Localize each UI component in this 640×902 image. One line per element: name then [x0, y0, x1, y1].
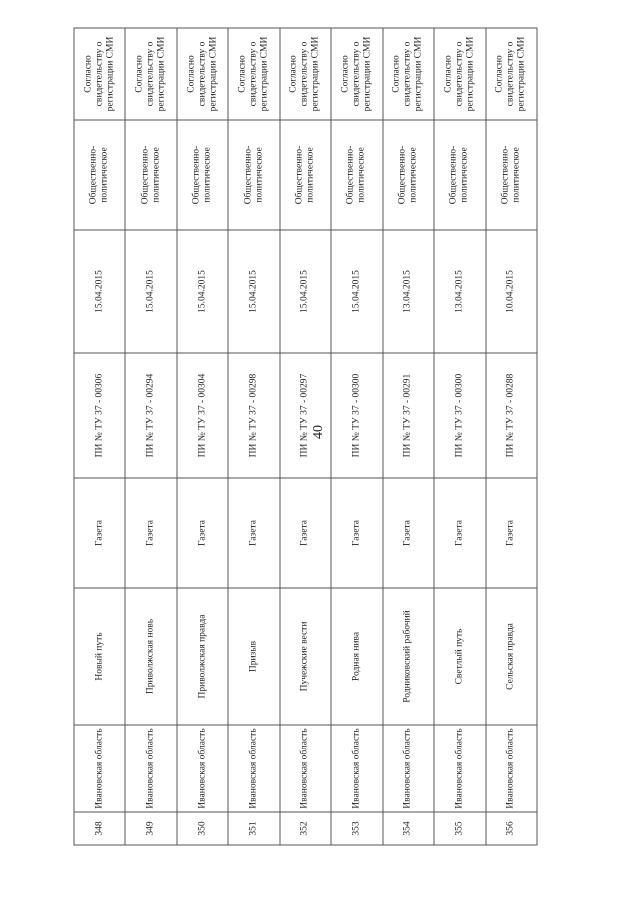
row-number-cell: 355	[434, 812, 485, 845]
region-cell: Ивановская область	[228, 725, 279, 812]
row-number-cell: 351	[228, 812, 279, 845]
table-row	[228, 28, 279, 845]
row-number-cell: 356	[485, 812, 537, 845]
registration-number-cell: ПИ № ТУ 37 - 00288	[485, 353, 537, 478]
publication-name-cell: Сельская правда	[485, 588, 537, 725]
row-number-cell: 350	[176, 812, 227, 845]
topic-cell: Общественно-политическое	[382, 120, 433, 230]
topic-cell: Общественно-политическое	[176, 120, 227, 230]
registration-date-cell: 15.04.2015	[74, 230, 125, 353]
table-row	[485, 28, 537, 845]
region-cell: Ивановская область	[485, 725, 537, 812]
media-type-cell: Газета	[434, 478, 485, 588]
registration-number-cell: ПИ № ТУ 37 - 00300	[331, 353, 382, 478]
topic-cell: Общественно-политическое	[228, 120, 279, 230]
registration-date-cell: 15.04.2015	[125, 230, 176, 353]
registration-number-cell: ПИ № ТУ 37 - 00297	[279, 353, 330, 478]
region-cell: Ивановская область	[176, 725, 227, 812]
row-number-cell: 352	[279, 812, 330, 845]
table-row	[74, 28, 125, 845]
topic-cell: Общественно-политическое	[485, 120, 537, 230]
publication-name-cell: Приволжская новь	[125, 588, 176, 725]
row-number-cell: 348	[74, 812, 125, 845]
region-cell: Ивановская область	[279, 725, 330, 812]
media-type-cell: Газета	[279, 478, 330, 588]
note-cell: Согласно свидетельству о регистрации СМИ	[125, 28, 176, 120]
registration-date-cell: 13.04.2015	[382, 230, 433, 353]
table-row	[125, 28, 176, 845]
registration-number-cell: ПИ № ТУ 37 - 00304	[176, 353, 227, 478]
registration-number-cell: ПИ № ТУ 37 - 00294	[125, 353, 176, 478]
note-cell: Согласно свидетельству о регистрации СМИ	[331, 28, 382, 120]
registration-date-cell: 15.04.2015	[176, 230, 227, 353]
table-row	[382, 28, 433, 845]
topic-cell: Общественно-политическое	[279, 120, 330, 230]
registration-date-cell: 13.04.2015	[434, 230, 485, 353]
registration-number-cell: ПИ № ТУ 37 - 00291	[382, 353, 433, 478]
note-cell: Согласно свидетельству о регистрации СМИ	[176, 28, 227, 120]
table-row	[176, 28, 227, 845]
region-cell: Ивановская область	[434, 725, 485, 812]
publication-name-cell: Призыв	[228, 588, 279, 725]
publication-name-cell: Новый путь	[74, 588, 125, 725]
table-row	[279, 28, 330, 845]
registration-date-cell: 15.04.2015	[228, 230, 279, 353]
publication-name-cell: Светлый путь	[434, 588, 485, 725]
note-cell: Согласно свидетельству о регистрации СМИ	[434, 28, 485, 120]
note-cell: Согласно свидетельству о регистрации СМИ	[382, 28, 433, 120]
row-number-cell: 349	[125, 812, 176, 845]
media-type-cell: Газета	[382, 478, 433, 588]
registration-number-cell: ПИ № ТУ 37 - 00298	[228, 353, 279, 478]
region-cell: Ивановская область	[382, 725, 433, 812]
registration-number-cell: ПИ № ТУ 37 - 00306	[74, 353, 125, 478]
note-cell: Согласно свидетельству о регистрации СМИ	[74, 28, 125, 120]
media-registry-table	[73, 27, 537, 845]
registration-date-cell: 15.04.2015	[331, 230, 382, 353]
note-cell: Согласно свидетельству о регистрации СМИ	[228, 28, 279, 120]
media-type-cell: Газета	[125, 478, 176, 588]
publication-name-cell: Родниковский рабочий	[382, 588, 433, 725]
row-number-cell: 353	[331, 812, 382, 845]
note-cell: Согласно свидетельству о регистрации СМИ	[279, 28, 330, 120]
region-cell: Ивановская область	[331, 725, 382, 812]
media-type-cell: Газета	[176, 478, 227, 588]
table-row	[331, 28, 382, 845]
page-number: 40	[311, 425, 326, 439]
media-type-cell: Газета	[485, 478, 537, 588]
topic-cell: Общественно-политическое	[74, 120, 125, 230]
media-type-cell: Газета	[74, 478, 125, 588]
registration-date-cell: 10.04.2015	[485, 230, 537, 353]
media-registry-table-wrapper	[73, 28, 537, 845]
row-number-cell: 354	[382, 812, 433, 845]
media-type-cell: Газета	[331, 478, 382, 588]
publication-name-cell: Пучежские вести	[279, 588, 330, 725]
publication-name-cell: Приволжская правда	[176, 588, 227, 725]
topic-cell: Общественно-политическое	[434, 120, 485, 230]
registration-date-cell: 15.04.2015	[279, 230, 330, 353]
region-cell: Ивановская область	[125, 725, 176, 812]
note-cell: Согласно свидетельству о регистрации СМИ	[485, 28, 537, 120]
topic-cell: Общественно-политическое	[125, 120, 176, 230]
registration-number-cell: ПИ № ТУ 37 - 00300	[434, 353, 485, 478]
publication-name-cell: Родная нива	[331, 588, 382, 725]
media-type-cell: Газета	[228, 478, 279, 588]
region-cell: Ивановская область	[74, 725, 125, 812]
topic-cell: Общественно-политическое	[331, 120, 382, 230]
table-row	[434, 28, 485, 845]
